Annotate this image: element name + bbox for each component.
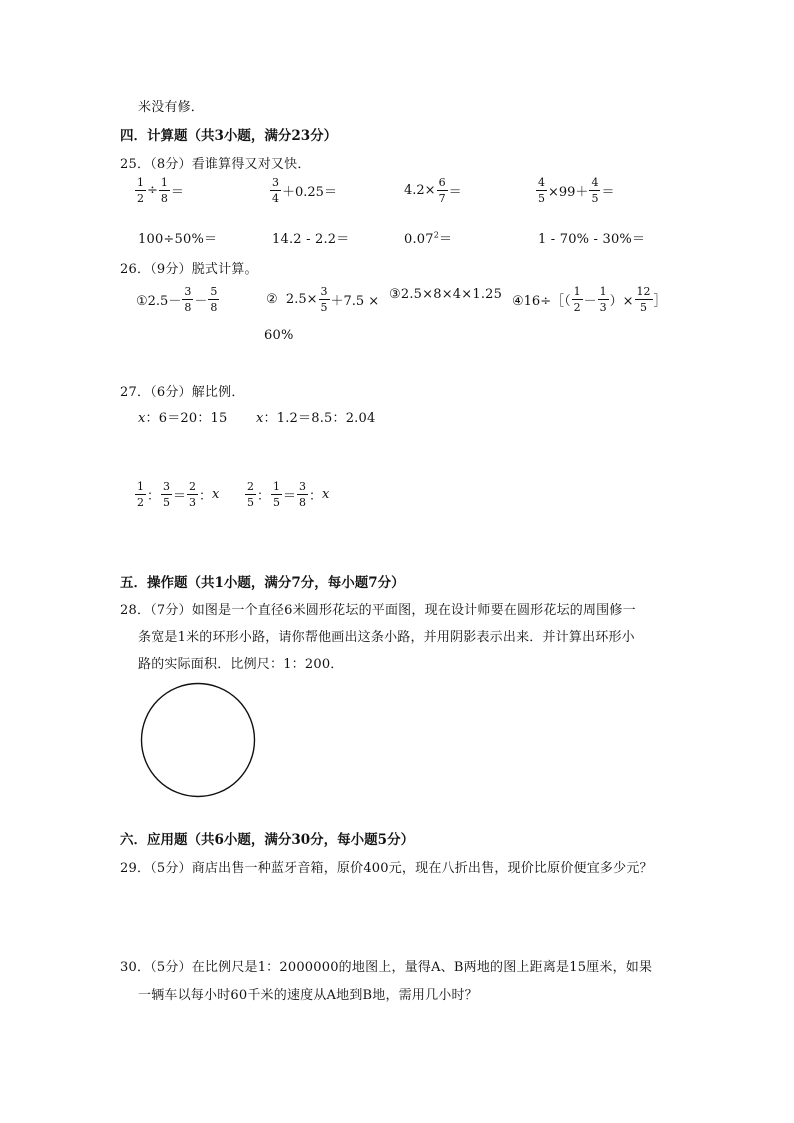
question-30-line-2: 一辆车以每小时60千米的速度从A地到B地，需用几小时？ — [138, 988, 478, 1003]
q25-expr-3: 4.2× $\frac{6}{7}$ ＝ — [404, 176, 462, 205]
flower-bed-circle — [138, 681, 258, 801]
section-5-title: 五．操作题（共1小题，满分7分，每小题7分） — [120, 575, 405, 591]
fraction: $\frac{1}{2}$ — [137, 176, 144, 205]
fraction: $\frac{3}{5}$ — [320, 285, 328, 314]
question-28-line-2: 条宽是1米的环形小路，请你帮他画出这条小路，并用阴影表示出来．并计算出环形小 — [138, 630, 635, 645]
q27-proportion-4: $\frac{2}{5}$ ： $\frac{1}{5}$ ＝ $\frac{3}{8}$ ： x — [247, 480, 330, 509]
fraction: $\frac{1}{3}$ — [599, 285, 607, 314]
question-28-line-1: 28．（7分）如图是一个直径6米圆形花坛的平面图，现在设计师要在圆形花坛的周围修一 — [120, 603, 636, 618]
question-25-label: 25．（8分）看谁算得又对又快． — [120, 157, 311, 172]
fraction: $\frac{4}{5}$ — [591, 176, 599, 205]
q26-item-2-wrap: 60% — [264, 328, 294, 343]
question-29: 29．（5分）商店出售一种蓝牙音箱，原价400元，现在八折出售，现价比原价便宜多少元？ — [120, 861, 653, 876]
q25-expr-1: $\frac{1}{2}$ ÷ $\frac{1}{8}$ ＝ — [137, 176, 184, 205]
q25-expr-2: $\frac{3}{4}$ ＋0.25＝ — [272, 176, 337, 205]
fraction: $\frac{1}{2}$ — [137, 480, 144, 509]
section-4-title: 四．计算题（共3小题，满分23分） — [120, 128, 338, 144]
fraction: $\frac{12}{5}$ — [636, 285, 651, 314]
fraction: $\frac{3}{8}$ — [184, 285, 192, 314]
section-6-title: 六．应用题（共6小题，满分30分，每小题5分） — [120, 832, 415, 848]
fraction: $\frac{3}{8}$ — [299, 480, 307, 509]
q27-proportion-2: x：1.2＝8.5：2.04 — [256, 411, 376, 426]
question-27-label: 27．（6分）解比例． — [120, 385, 245, 400]
q26-item-3: ③2.5×8×4×1.25 — [389, 287, 503, 302]
q26-item-1: ①2.5－ $\frac{3}{8}$ － $\frac{5}{8}$ — [136, 285, 218, 314]
q25-expr-7: $0.07^2=$ — [404, 230, 453, 247]
fraction: $\frac{3}{4}$ — [272, 176, 279, 205]
question-28-line-3: 路的实际面积．比例尺：1：200． — [138, 657, 344, 672]
question-26-label: 26．（9分）脱式计算。 — [120, 262, 258, 277]
fraction: $\frac{3}{5}$ — [163, 480, 171, 509]
fraction: $\frac{1}{5}$ — [273, 480, 281, 509]
q25-expr-6: 14.2 - 2.2＝ — [272, 232, 350, 247]
fraction: $\frac{5}{8}$ — [210, 285, 218, 314]
fraction: $\frac{1}{2}$ — [573, 285, 581, 314]
fraction: $\frac{1}{8}$ — [160, 176, 168, 205]
q25-expr-5: 100÷50%＝ — [138, 232, 218, 247]
fraction: $\frac{2}{5}$ — [247, 480, 254, 509]
q25-expr-4: $\frac{4}{5}$ ×99＋ $\frac{4}{5}$ ＝ — [538, 176, 615, 205]
question-30-line-1: 30．（5分）在比例尺是1：2000000的地图上，量得A、B两地的图上距离是15厘米，如果 — [120, 960, 653, 975]
circle-outline — [142, 684, 255, 797]
intro-line: 米没有修． — [138, 100, 205, 115]
q26-item-2: ② 2.5× $\frac{3}{5}$ ＋7.5 × — [266, 285, 380, 314]
q26-item-4: ④16÷［（ $\frac{1}{2}$ － $\frac{1}{3}$ ）× $\frac{12}{5}$ ］ — [512, 285, 667, 314]
fraction: $\frac{6}{7}$ — [438, 176, 446, 205]
fraction: $\frac{2}{3}$ — [189, 480, 197, 509]
q27-proportion-1: x：6＝20：15 — [138, 411, 228, 426]
q25-expr-8: 1 - 70% - 30%＝ — [538, 232, 646, 247]
q27-proportion-3: $\frac{1}{2}$ ： $\frac{3}{5}$ ＝ $\frac{2}{3}$ ： x — [137, 480, 220, 509]
fraction: $\frac{4}{5}$ — [538, 176, 545, 205]
